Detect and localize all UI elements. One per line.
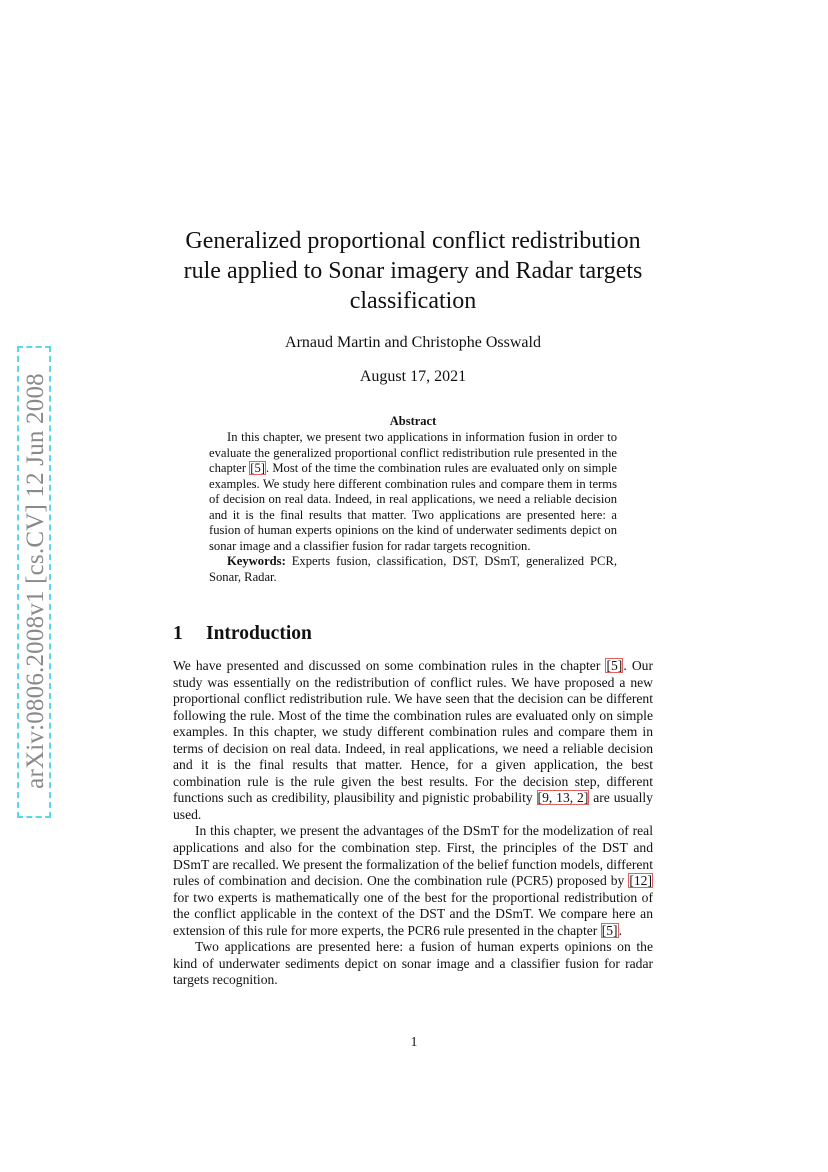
body-text: In this chapter, we present the advantages of the DSmT for the modelization of real applications and also for the combination step. First, the principles of the DST and DSmT are recalled. We present the formalization of the belief function models, different rules of combination and decision. One the combination rule (PCR5) proposed by — [173, 823, 653, 889]
paper-date: August 17, 2021 — [359, 368, 467, 385]
abstract-paragraph — [209, 430, 617, 554]
citation-link[interactable]: [5] — [606, 658, 623, 673]
abstract-heading: Abstract — [389, 414, 437, 428]
page-number: 1 — [410, 1034, 418, 1049]
body-text: . — [618, 922, 622, 938]
paper-authors: Arnaud Martin and Christophe Osswald — [285, 334, 541, 351]
body-text: for two experts is mathematically one of the best for the proportional redistribution of the conflict applicable in the context of the DST and the DSmT. We compare here an extension of this rule for more experts, the PCR6 rule presented in the chapter — [173, 889, 653, 938]
section-title: Introduction — [206, 623, 312, 644]
body-paragraph: Two applications are presented here: a fusion of human experts opinions on the kind of underwater sediments depict on sonar image and a classifier fusion for radar targets recognition. — [173, 939, 653, 988]
citation-link[interactable]: [5] — [601, 922, 618, 938]
abstract-text: . Most of the time the combination rules are evaluated only on simple examples. We study here different combination rules and compare them in terms of decision on real data. Indeed, in real applications, we need a reliable decision and it is the final results that matter. Two applications are presented here: a fusion of human experts opinions on the kind of underwater sediments depict on sonar image and a classifier fusion for radar targets recognition. — [209, 461, 617, 553]
body-text: are usually used. — [173, 790, 653, 822]
citation-link[interactable]: [9, 13, 2] — [537, 790, 589, 806]
body-text: . Our study was essentially on the redistribution of conflict rules. We have proposed a new proportional conflict redistribution rule. We have seen that the decision can be different following the rule. Most of the time the combination rules are evaluated only on simple examples. In this chapter, we study different combination rules and compare them in terms of decision on real data. Indeed, in real applications, we need a reliable decision and it is the final results that matter. Hence, for a given application, the best combination rule is the rule given the best results. For the decision step, different functions such as credibility, plausibility and pignistic probability — [173, 658, 653, 806]
section-heading — [173, 623, 312, 645]
abstract-body — [209, 430, 617, 585]
body-paragraph — [173, 658, 653, 823]
citation-link[interactable]: [5] — [250, 461, 265, 475]
keywords-paragraph — [209, 554, 617, 585]
keywords-label: Keywords: — [227, 554, 286, 568]
citation-link[interactable]: [12] — [629, 873, 652, 889]
section-number: 1 — [173, 623, 183, 644]
abstract-text: In this chapter, we present two applications in information fusion in order to evaluate the generalized proportional conflict redistribution rule presented in the chapter — [209, 430, 617, 475]
body-text: We have presented and discussed on some combination rules in the chapter — [173, 658, 606, 673]
paper-title: Generalized proportional conflict redistribution rule applied to Sonar imagery and Radar targets classification — [183, 228, 643, 314]
keywords-text: Experts fusion, classification, DST, DSmT, generalized PCR, Sonar, Radar. — [209, 554, 617, 584]
body-paragraph — [173, 823, 653, 939]
arxiv-stamp[interactable]: arXiv:0806.2008v1 [cs.CV] 12 Jun 2008 — [22, 373, 49, 789]
introduction-body — [173, 658, 653, 989]
